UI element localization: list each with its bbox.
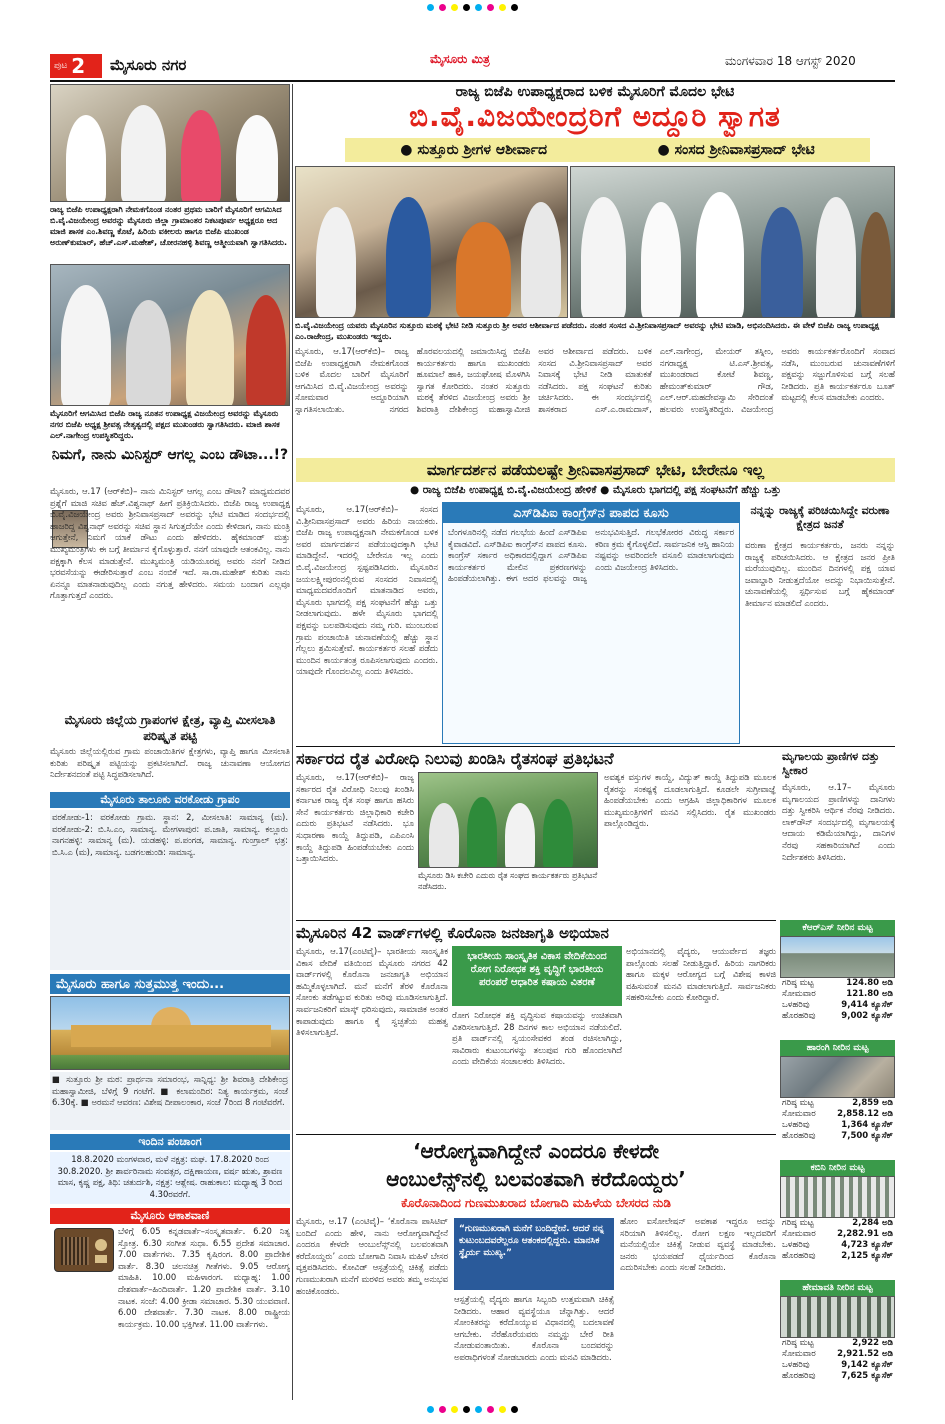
raitha-photo-caption: ಮೈಸೂರು ಡಿಸಿ ಕಚೇರಿ ಎದುರು ರೈತ ಸಂಘದ ಕಾರ್ಯಕರ್ತರು ಪ್ರತಿಭಟನೆ ನಡೆಸಿದರು. xyxy=(418,871,598,891)
dam-krs-r3-value: 9,002 ಕ್ಯೂಸೆಕ್ xyxy=(841,1011,893,1021)
ambulance-top-rule xyxy=(296,1134,776,1135)
raitha-body-2: ಅವಶ್ಯಕ ವಸ್ತುಗಳ ಕಾಯ್ದೆ, ವಿದ್ಯುತ್ ಕಾಯ್ದೆ ತಿದ್ದುಪಡಿ ಮೂಲಕ ರೈತರನ್ನು ಸಂಕಷ್ಟಕ್ಕೆ ದೂಡಲಾಗುತ್ತಿದೆ. ಕೂಡಲೇ ಸುಗ್ರೀವಾಜ್ಞೆ ಹಿಂಪಡೆಯಬೇಕು ಎಂದು ಆಗ್ರಹಿಸಿ ಜಿಲ್ಲಾಧಿಕಾರಿಗಳ ಮೂಲಕ ಮುಖ್ಯಮಂತ್ರಿಗಳಿಗೆ ಮನವಿ ಸಲ್ಲಿಸಿದರು. ರೈತ ಮುಖಂಡರು ಪಾಲ್ಗೊಂಡಿದ್ದರು. xyxy=(604,772,776,829)
dam-panel-kabini xyxy=(780,1160,895,1278)
lead-photo-mp-visit xyxy=(570,166,895,318)
dam-harangi-r2-value: 1,364 ಕ್ಯೂಸೆಕ್ xyxy=(841,1120,893,1130)
palace-photo xyxy=(50,996,290,1070)
dam-kabini-r0-value: 2,284 ಅಡಿ xyxy=(852,1218,893,1228)
top-register-marks xyxy=(0,4,945,12)
margadarshana-body: ಮೈಸೂರು, ಆ.17(ಆರ್‌ಕೆಬಿ)– ಸಂಸದ ವಿ.ಶ್ರೀನಿವಾಸಪ್ರಸಾದ್ ಅವರು ಹಿರಿಯ ನಾಯಕರು. ಬಿಜೆಪಿ ರಾಜ್ಯ ಉಪಾಧ್ಯಕ್ಷನಾಗಿ ನೇಮಕಗೊಂಡ ಬಳಿಕ ಅವರ ಮಾರ್ಗದರ್ಶನ ಪಡೆಯುವುದಕ್ಕಾಗಿ ಭೇಟಿ ಮಾಡಿದ್ದೇನೆ. ಇದರಲ್ಲಿ ಬೇರೇನೂ ಇಲ್ಲ ಎಂದು ಬಿ.ವೈ.ವಿಜಯೇಂದ್ರ ಸ್ಪಷ್ಟಪಡಿಸಿದರು. ಮೈಸೂರಿನ ಜಯಲಕ್ಷ್ಮೀಪುರಂನಲ್ಲಿರುವ ಸಂಸದರ ನಿವಾಸದಲ್ಲಿ ಮಾಧ್ಯಮದವರೊಂದಿಗೆ ಮಾತನಾಡಿದ ಅವರು, ಮೈಸೂರು ಭಾಗದಲ್ಲಿ ಪಕ್ಷ ಸಂಘಟನೆಗೆ ಹೆಚ್ಚು ಒತ್ತು ನೀಡಲಾಗುವುದು. ಹಳೇ ಮೈಸೂರು ಭಾಗದಲ್ಲಿ ಪಕ್ಷವನ್ನು ಬಲಪಡಿಸುವುದು ನಮ್ಮ ಗುರಿ. ಮುಂಬರುವ ಗ್ರಾಮ ಪಂಚಾಯಿತಿ ಚುನಾವಣೆಯಲ್ಲಿ ಹೆಚ್ಚು ಸ್ಥಾನ ಗೆಲ್ಲಲು ಶ್ರಮಿಸುತ್ತೇವೆ. ಕಾರ್ಯಕರ್ತರ ಸಲಹೆ ಪಡೆದು ಮುಂದಿನ ಕಾರ್ಯತಂತ್ರ ರೂಪಿಸಲಾಗುವುದು ಎಂದರು. ಯಾವುದೇ ಗೊಂದಲವಿಲ್ಲ ಎಂದು ತಿಳಿಸಿದರು. xyxy=(296,504,438,677)
ambulance-headline-1: ‘ಆರೋಗ್ಯವಾಗಿದ್ದೇನೆ ಎಂದರೂ ಕೇಳದೇ xyxy=(412,1139,660,1163)
lead-sub-1: ● ಸುತ್ತೂರು ಶ್ರೀಗಳ ಆಶೀರ್ವಾದ xyxy=(400,142,548,158)
dam-kabini-photo xyxy=(780,1176,895,1218)
sdpi-box-title: ಎಸ್‌ಡಿಪಿಐ ಕಾಂಗ್ರೆಸ್‌ನ ಪಾಪದ ಕೂಸು xyxy=(443,503,739,523)
raitha-protest-photo xyxy=(418,772,598,868)
radio-icon xyxy=(54,1228,114,1272)
dam-krs-title: ಕೆಆರ್‌ಎಸ್ ನೀರಿನ ಮಟ್ಟ xyxy=(780,920,895,936)
lead-body: ಮೈಸೂರು, ಆ.17(ಆರ್‌ಕೆಬಿ)– ರಾಜ್ಯ ಬಿಜೆಪಿ ಉಪಾಧ್ಯಕ್ಷರಾಗಿ ನೇಮಕಗೊಂಡ ಬಳಿಕ ಮೊದಲ ಬಾರಿಗೆ ಮೈಸೂರಿಗೆ ಆಗಮಿಸಿದ ಬಿ.ವೈ.ವಿಜಯೇಂದ್ರ ಅವರನ್ನು ಸೋಮವಾರ ಅದ್ದೂರಿಯಾಗಿ ಸ್ವಾಗತಿಸಲಾಯಿತು. ನಗರದ ಹೊರವಲಯದಲ್ಲಿ ಜಮಾಯಿಸಿದ್ದ ಬಿಜೆಪಿ ಕಾರ್ಯಕರ್ತರು ಹಾಗೂ ಮುಖಂಡರು ಹೂಮಾಲೆ ಹಾಕಿ, ಜಯಘೋಷ ಮೊಳಗಿಸಿ ಸ್ವಾಗತ ಕೋರಿದರು. ನಂತರ ಸುತ್ತೂರು ಮಠಕ್ಕೆ ತೆರಳಿದ ವಿಜಯೇಂದ್ರ ಅವರು ಶ್ರೀ ಶಿವರಾತ್ರಿ ದೇಶಿಕೇಂದ್ರ ಮಹಾಸ್ವಾಮೀಜಿ ಅವರ ಆಶೀರ್ವಾದ ಪಡೆದರು. ಬಳಿಕ ಸಂಸದ ವಿ.ಶ್ರೀನಿವಾಸಪ್ರಸಾದ್ ಅವರ ನಿವಾಸಕ್ಕೆ ಭೇಟಿ ನೀಡಿ ಮಾತುಕತೆ ನಡೆಸಿದರು. ಪಕ್ಷ ಸಂಘಟನೆ ಕುರಿತು ಚರ್ಚಿಸಿದರು. ಈ ಸಂದರ್ಭದಲ್ಲಿ ಶಾಸಕರಾದ ಎಸ್.ಎ.ರಾಮದಾಸ್, ಎಲ್.ನಾಗೇಂದ್ರ, ಮೇಯರ್ ತಸ್ನೀಂ, ನಗರಾಧ್ಯಕ್ಷ ಟಿ.ಎಸ್.ಶ್ರೀವತ್ಸ, ಮುಖಂಡರಾದ ಕೋಟೆ ಶಿವಣ್ಣ, ಹೇಮಂತ್‌ಕುಮಾರ್ ಗೌಡ, ಎಲ್.ಆರ್.ಮಹದೇವಸ್ವಾಮಿ ಸೇರಿದಂತೆ ಹಲವರು ಉಪಸ್ಥಿತರಿದ್ದರು. ವಿಜಯೇಂದ್ರ ಅವರು ಕಾರ್ಯಕರ್ತರೊಂದಿಗೆ ಸಂವಾದ ನಡೆಸಿ, ಮುಂಬರುವ ಚುನಾವಣೆಗಳಿಗೆ ಪಕ್ಷವನ್ನು ಸಜ್ಜುಗೊಳಿಸುವ ಬಗ್ಗೆ ಸಲಹೆ ನೀಡಿದರು. ಪ್ರತಿ ಕಾರ್ಯಕರ್ತರೂ ಬೂತ್ ಮಟ್ಟದಲ್ಲಿ ಕೆಲಸ ಮಾಡಬೇಕು ಎಂದರು. xyxy=(295,346,895,414)
dam-krs-r2-label: ಒಳಹರಿವು xyxy=(782,1000,810,1010)
dam-harangi-r1-value: 2,858.12 ಅಡಿ xyxy=(837,1109,893,1119)
corona-body-3: ಅಭಿಯಾನದಲ್ಲಿ ವೈದ್ಯರು, ಆಯುರ್ವೇದ ತಜ್ಞರು ಪಾಲ್ಗೊಂಡು ಸಲಹೆ ನೀಡುತ್ತಿದ್ದಾರೆ. ಹಿರಿಯ ನಾಗರಿಕರು ಹಾಗೂ ಮಕ್ಕಳ ಆರೋಗ್ಯದ ಬಗ್ಗೆ ವಿಶೇಷ ಕಾಳಜಿ ವಹಿಸುವಂತೆ ಮನವಿ ಮಾಡಲಾಗುತ್ತಿದೆ. ಸಾರ್ವಜನಿಕರು ಸಹಕರಿಸಬೇಕು ಎಂದು ಕೋರಿದ್ದಾರೆ. xyxy=(626,946,776,1003)
dam-kabini-r3-label: ಹೊರಹರಿವು xyxy=(782,1251,816,1261)
dam-kabini-r1-label: ಸೋಮವಾರ xyxy=(782,1229,816,1239)
corona-body-1: ಮೈಸೂರು, ಆ.17(ಎಂಟಿವೈ)– ಭಾರತೀಯ ಸಾಂಸ್ಕೃತಿಕ ವಿಕಾಸ ವೇದಿಕೆ ವತಿಯಿಂದ ಮೈಸೂರು ನಗರದ 42 ವಾರ್ಡ್‌ಗಳಲ್ಲಿ ಕೊರೊನಾ ಜನಜಾಗೃತಿ ಅಭಿಯಾನ ಹಮ್ಮಿಕೊಳ್ಳಲಾಗಿದೆ. ಮನೆ ಮನೆಗೆ ತೆರಳಿ ಕೊರೊನಾ ಸೋಂಕು ತಡೆಗಟ್ಟುವ ಕುರಿತು ಅರಿವು ಮೂಡಿಸಲಾಗುತ್ತಿದೆ. ಸಾರ್ವಜನಿಕರಿಗೆ ಮಾಸ್ಕ್ ಧರಿಸುವುದು, ಸಾಮಾಜಿಕ ಅಂತರ ಕಾಪಾಡುವುದು ಹಾಗೂ ಕೈ ಸ್ವಚ್ಛತೆಯ ಮಹತ್ವ ತಿಳಿಸಲಾಗುತ್ತಿದೆ. xyxy=(296,946,448,1038)
left-photo-1 xyxy=(50,84,290,202)
dam-harangi-title: ಹಾರಂಗಿ ನೀರಿನ ಮಟ್ಟ xyxy=(780,1040,895,1056)
lead-photo-caption: ಬಿ.ವೈ.ವಿಜಯೇಂದ್ರ ಯವರು ಮೈಸೂರಿನ ಸುತ್ತೂರು ಮಠಕ್ಕೆ ಭೇಟಿ ನೀಡಿ ಸುತ್ತೂರು ಶ್ರೀ ಅವರ ಆಶೀರ್ವಾದ ಪಡೆದರು. ನಂತರ ಸಂಸದ ವಿ.ಶ್ರೀನಿವಾಸಪ್ರಸಾದ್ ಅವರನ್ನು ಭೇಟಿ ಮಾಡಿ, ಅಭಿನಂದಿಸಿದರು. ಈ ವೇಳೆ ಬಿಜೆಪಿ ರಾಜ್ಯ ಉಪಾಧ್ಯಕ್ಷ ಎಂ.ರಾಜೇಂದ್ರ, ಮುಖಂಡರು ಇದ್ದರು. xyxy=(295,321,880,341)
left-photo-2-caption: ಮೈಸೂರಿಗೆ ಆಗಮಿಸಿದ ಬಿಜೆಪಿ ರಾಜ್ಯ ನೂತನ ಉಪಾಧ್ಯಕ್ಷ ವಿಜಯೇಂದ್ರ ಅವರನ್ನು ಮೈಸೂರು ನಗರ ಬಿಜೆಪಿ ಅಧ್ಯಕ್ಷ ಶ್ರೀವತ್ಸ ನೇತೃತ್ವದಲ್ಲಿ ಪಕ್ಷದ ಮುಖಂಡರು ಸ್ವಾಗತಿಸಿದರು. ಮಾಜಿ ಶಾಸಕ ಎಲ್.ನಾಗೇಂದ್ರ ಉಪಸ್ಥಿತರಿದ್ದರು. xyxy=(50,409,280,440)
dam-kabini-r2-value: 4,723 ಕ್ಯೂಸೆಕ್ xyxy=(841,1240,893,1250)
lead-photo-suttur xyxy=(295,166,568,318)
bottom-register-marks xyxy=(0,1406,945,1414)
dam-harangi-r3-value: 7,500 ಕ್ಯೂಸೆಕ್ xyxy=(841,1131,893,1141)
dam-hemavathi-r2-label: ಒಳಹರಿವು xyxy=(782,1360,810,1370)
dam-hemavathi-r0-label: ಗರಿಷ್ಠ ಮಟ್ಟ xyxy=(782,1338,814,1348)
grama-body: ಮೈಸೂರು ಜಿಲ್ಲೆಯಲ್ಲಿರುವ ಗ್ರಾಮ ಪಂಚಾಯಿತಿಗಳ ಕ್ಷೇತ್ರಗಳು, ವ್ಯಾಪ್ತಿ ಹಾಗೂ ಮೀಸಲಾತಿ ಕುರಿತು ಪರಿಷ್ಕೃತ ಪಟ್ಟಿಯನ್ನು ಪ್ರಕಟಿಸಲಾಗಿದೆ. ರಾಜ್ಯ ಚುನಾವಣಾ ಆಯೋಗದ ನಿರ್ದೇಶನದಂತೆ ಪಟ್ಟಿ ಸಿದ್ಧಪಡಿಸಲಾಗಿದೆ. xyxy=(50,746,290,780)
dam-hemavathi-photo xyxy=(780,1296,895,1338)
lead-sub-2: ● ಸಂಸದ ಶ್ರೀನಿವಾಸಪ್ರಸಾದ್ ಭೇಟಿ xyxy=(657,142,815,158)
ambulance-headline-2: ಆಂಬುಲೆನ್ಸ್‌ನಲ್ಲಿ ಬಲವಂತವಾಗಿ ಕರೆದೊಯ್ದರು’ xyxy=(386,1167,686,1191)
page-no: 2 xyxy=(71,54,86,78)
lead-headline: ಬಿ.ವೈ.ವಿಜಯೇಂದ್ರರಿಗೆ ಅದ್ದೂರಿ ಸ್ವಾಗತ xyxy=(409,100,781,133)
dam-hemavathi-r3-value: 7,625 ಕ್ಯೂಸೆಕ್ xyxy=(841,1371,893,1381)
page-number-tab xyxy=(50,54,102,78)
dam-harangi-r2-label: ಒಳಹರಿವು xyxy=(782,1120,810,1130)
dam-krs-r1-label: ಸೋಮವಾರ xyxy=(782,989,816,999)
panchanga-body: 18.8.2020 ಮಂಗಳವಾರ, ಮಳೆ ನಕ್ಷತ್ರ: ಮಘ. 17.8.2020 ರಿಂದ 30.8.2020. ಶ್ರೀ ಶಾರ್ವರಿನಾಮ ಸಂವತ್ಸರ, ದಕ್ಷಿಣಾಯಣ, ವರ್ಷ ಋತು, ಶ್ರಾವಣ ಮಾಸ, ಕೃಷ್ಣ ಪಕ್ಷ, ತಿಥಿ: ಚತುರ್ದಶಿ, ನಕ್ಷತ್ರ: ಆಶ್ಲೇಷ. ರಾಹುಕಾಲ: ಮಧ್ಯಾಹ್ನ 3 ರಿಂದ 4.30ರವರೆಗೆ. xyxy=(50,1152,290,1204)
raitha-body-1: ಮೈಸೂರು, ಆ.17(ಆರ್‌ಕೆಬಿ)– ರಾಜ್ಯ ಸರ್ಕಾರದ ರೈತ ವಿರೋಧಿ ನಿಲುವು ಖಂಡಿಸಿ ಕರ್ನಾಟಕ ರಾಜ್ಯ ರೈತ ಸಂಘ ಹಾಗೂ ಹಸಿರು ಸೇನೆ ಕಾರ್ಯಕರ್ತರು ಜಿಲ್ಲಾಧಿಕಾರಿ ಕಚೇರಿ ಎದುರು ಪ್ರತಿಭಟನೆ ನಡೆಸಿದರು. ಭೂ ಸುಧಾರಣಾ ಕಾಯ್ದೆ ತಿದ್ದುಪಡಿ, ಎಪಿಎಂಸಿ ಕಾಯ್ದೆ ತಿದ್ದುಪಡಿ ಹಿಂಪಡೆಯಬೇಕು ಎಂದು ಒತ್ತಾಯಿಸಿದರು. xyxy=(296,772,414,864)
ambulance-body-2: ಆಸ್ಪತ್ರೆಯಲ್ಲಿ ವೈದ್ಯರು ಹಾಗೂ ಸಿಬ್ಬಂದಿ ಉತ್ತಮವಾಗಿ ಚಿಕಿತ್ಸೆ ನೀಡಿದರು. ಆಹಾರ ವ್ಯವಸ್ಥೆಯೂ ಚೆನ್ನಾಗಿತ್ತು. ಆದರೆ ಸೋಂಕಿತರನ್ನು ಕರೆದೊಯ್ಯುವ ವಿಧಾನದಲ್ಲಿ ಬದಲಾವಣೆ ಆಗಬೇಕು. ನೆರೆಹೊರೆಯವರು ನಮ್ಮನ್ನು ಬೇರೆ ರೀತಿ ನೋಡುವಂತಾಯಿತು. ಕೊರೊನಾ ಬಂದವರನ್ನು ಅಪರಾಧಿಗಳಂತೆ ನೋಡಬಾರದು ಎಂದು ಮನವಿ ಮಾಡಿದರು. xyxy=(454,1294,614,1362)
corona-body-2: ರೋಗ ನಿರೋಧಕ ಶಕ್ತಿ ವೃದ್ಧಿಸುವ ಕಷಾಯವನ್ನು ಉಚಿತವಾಗಿ ವಿತರಿಸಲಾಗುತ್ತಿದೆ. 28 ದಿನಗಳ ಕಾಲ ಅಭಿಯಾನ ನಡೆಯಲಿದೆ. ಪ್ರತಿ ವಾರ್ಡ್‌ನಲ್ಲಿ ಸ್ವಯಂಸೇವಕರ ತಂಡ ರಚಿಸಲಾಗಿದ್ದು, ಸಾವಿರಾರು ಕುಟುಂಬಗಳನ್ನು ತಲುಪುವ ಗುರಿ ಹೊಂದಲಾಗಿದೆ ಎಂದು ವೇದಿಕೆಯ ಸಂಚಾಲಕರು ತಿಳಿಸಿದರು. xyxy=(452,1010,622,1067)
ambulance-body-3: ಹೋಂ ಐಸೋಲೇಷನ್ ಅವಕಾಶ ಇದ್ದರೂ ಅದನ್ನು ಸರಿಯಾಗಿ ತಿಳಿಸಲಿಲ್ಲ. ರೋಗ ಲಕ್ಷಣ ಇಲ್ಲದವರಿಗೆ ಮನೆಯಲ್ಲಿಯೇ ಚಿಕಿತ್ಸೆ ನೀಡುವ ವ್ಯವಸ್ಥೆ ಮಾಡಬೇಕು. ಜನರು ಭಯಪಡದೆ ಧೈರ್ಯದಿಂದ ಕೊರೊನಾ ಎದುರಿಸಬೇಕು ಎಂದು ಸಲಹೆ ನೀಡಿದರು. xyxy=(620,1216,776,1273)
dam-hemavathi-r2-value: 9,142 ಕ್ಯೂಸೆಕ್ xyxy=(841,1360,893,1370)
dam-hemavathi-r3-label: ಹೊರಹರಿವು xyxy=(782,1371,816,1381)
grama-headline: ಮೈಸೂರು ಜಿಲ್ಲೆಯ ಗ್ರಾಪಂಗಳ ಕ್ಷೇತ್ರ, ವ್ಯಾಪ್ತಿ ಮೀಸಲಾತಿ ಪರಿಷ್ಕೃತ ಪಟ್ಟಿ xyxy=(64,713,276,743)
lead-sub-band xyxy=(345,138,870,162)
dam-krs-r0-value: 124.80 ಅಡಿ xyxy=(846,978,893,988)
radio-body: ಬೆಳಿಗ್ಗೆ 6.05 ಕನ್ನಡವಾರ್ತೆ–ಸಂಸ್ಕೃತವಾರ್ತೆ. 6.20 ನಿತ್ಯ ಸ್ತೋತ್ರ. 6.30 ಸಂಗೀತ ಸುಧಾ. 6.55 ಪ್ರದೇಶ ಸಮಾಚಾರ. 7.00 ವಾರ್ತೆಗಳು. 7.35 ಕೃಷಿರಂಗ. 8.00 ಪ್ರಾದೇಶಿಕ ವಾರ್ತೆ. 8.30 ಚಲನಚಿತ್ರ ಗೀತೆಗಳು. 9.05 ಆರೋಗ್ಯ ಮಾಹಿತಿ. 10.00 ಮಹಿಳಾರಂಗ. ಮಧ್ಯಾಹ್ನ: 1.00 ದೇಶವಾರ್ತೆ–ಹಿಂದಿವಾರ್ತೆ. 1.20 ಪ್ರಾದೇಶಿಕ ವಾರ್ತೆ. 3.10 ನಾಟಕ. ಸಂಜೆ: 4.00 ಕ್ರೀಡಾ ಸಮಾಚಾರ. 5.30 ಯುವವಾಣಿ. 6.00 ದೇಶವಾರ್ತೆ. 7.30 ನಾಟಕ. 8.00 ರಾಷ್ಟ್ರೀಯ ಕಾರ್ಯಕ್ರಮ. 10.00 ಭಕ್ತಿಗೀತೆ. 11.00 ವಾರ್ತೆಗಳು. xyxy=(118,1226,290,1329)
dam-krs-photo xyxy=(780,936,895,978)
dam-kabini-r0-label: ಗರಿಷ್ಠ ಮಟ್ಟ xyxy=(782,1218,814,1228)
ambulance-quote: “ಗುಣಮುಖರಾಗಿ ಮನೆಗೆ ಬಂದಿದ್ದೇನೆ. ಆದರೆ ನನ್ನ ಕುಟುಂಬದವರೆಲ್ಲರೂ ಆತಂಕದಲ್ಲಿದ್ದರು. ಮಾನಸಿಕ ಸ್ಥೈರ್ಯ ಮುಖ್ಯ.” xyxy=(454,1218,614,1290)
dam-krs-r2-value: 9,414 ಕ್ಯೂಸೆಕ್ xyxy=(841,1000,893,1010)
dam-krs-r3-label: ಹೊರಹರಿವು xyxy=(782,1011,816,1021)
dam-harangi-r0-label: ಗರಿಷ್ಠ ಮಟ್ಟ xyxy=(782,1098,814,1108)
dam-harangi-photo xyxy=(780,1056,895,1098)
paper-name: ಮೈಸೂರು ಮಿತ್ರ xyxy=(430,52,490,66)
left-photo-2 xyxy=(50,264,290,406)
left-photo-1-caption: ರಾಜ್ಯ ಬಿಜೆಪಿ ಉಪಾಧ್ಯಕ್ಷರಾಗಿ ನೇಮಕಗೊಂಡ ನಂತರ ಪ್ರಥಮ ಬಾರಿಗೆ ಮೈಸೂರಿಗೆ ಆಗಮಿಸಿದ ಬಿ.ವೈ.ವಿಜಯೇಂದ್ರ ಅವರನ್ನು ಮೈಸೂರು ಜಿಲ್ಲಾ ಗ್ರಾಮಾಂತರ ನಿಕಟಪೂರ್ವ ಅಧ್ಯಕ್ಷರೂ ಆದ ಮಾಜಿ ಶಾಸಕ ಎಂ.ಶಿವಣ್ಣ ಕೊಟೆ, ಹಿರಿಯ ವಕೀಲರು ಹಾಗೂ ಬಿಜೆಪಿ ಮುಖಂಡ ಅರುಣ್‌ಕುಮಾರ್, ಹೆಚ್.ಎಸ್.ಮಹೇಶ್, ಚೋರನಹಳ್ಳಿ ಶಿವಣ್ಣ ಆತ್ಮೀಯವಾಗಿ ಸ್ವಾಗತಿಸಿದರು. xyxy=(50,205,287,247)
sdpi-box-body: ಬೆಂಗಳೂರಿನಲ್ಲಿ ನಡೆದ ಗಲಭೆಯ ಹಿಂದೆ ಎಸ್‌ಡಿಪಿಐ ಕೈವಾಡವಿದೆ. ಎಸ್‌ಡಿಪಿಐ ಕಾಂಗ್ರೆಸ್‌ನ ಪಾಪದ ಕೂಸು. ಕಾಂಗ್ರೆಸ್ ಸರ್ಕಾರ ಅಧಿಕಾರದಲ್ಲಿದ್ದಾಗ ಎಸ್‌ಡಿಪಿಐ ಕಾರ್ಯಕರ್ತರ ಮೇಲಿನ ಪ್ರಕರಣಗಳನ್ನು ಹಿಂಪಡೆಯಲಾಗಿತ್ತು. ಈಗ ಅದರ ಫಲವನ್ನು ರಾಜ್ಯ ಅನುಭವಿಸುತ್ತಿದೆ. ಗಲಭೆಕೋರರ ವಿರುದ್ಧ ಸರ್ಕಾರ ಕಠಿಣ ಕ್ರಮ ಕೈಗೊಳ್ಳಲಿದೆ. ಸಾರ್ವಜನಿಕ ಆಸ್ತಿ ಹಾನಿಯ ನಷ್ಟವನ್ನು ಅವರಿಂದಲೇ ವಸೂಲಿ ಮಾಡಲಾಗುವುದು ಎಂದು ವಿಜಯೇಂದ್ರ ತಿಳಿಸಿದರು. xyxy=(448,527,734,584)
zoo-side-title: ಮೃಗಾಲಯ ಪ್ರಾಣಿಗಳ ದತ್ತು ಸ್ವೀಕಾರ xyxy=(782,750,880,777)
dam-harangi-r3-label: ಹೊರಹರಿವು xyxy=(782,1131,816,1141)
dam-panel-krs xyxy=(780,920,895,1038)
margadarshana-sub: ● ರಾಜ್ಯ ಬಿಜೆಪಿ ಉಪಾಧ್ಯಕ್ಷ ಬಿ.ವೈ.ವಿಜಯೇಂದ್ರ ಹೇಳಿಕೆ ● ಮೈಸೂರು ಭಾಗದಲ್ಲಿ ಪಕ್ಷ ಸಂಘಟನೆಗೆ ಹೆಚ್ಚು ಒತ್ತು xyxy=(409,484,782,496)
dam-hemavathi-r0-value: 2,922 ಅಡಿ xyxy=(852,1338,893,1348)
today-body: ■ ಸುತ್ತೂರು ಶ್ರೀ ಮಠ: ಪ್ರಾರ್ಥನಾ ಸಮಾರಂಭ, ಸಾನ್ನಿಧ್ಯ: ಶ್ರೀ ಶಿವರಾತ್ರಿ ದೇಶಿಕೇಂದ್ರ ಮಹಾಸ್ವಾಮೀಜಿ, ಬೆಳಿಗ್ಗೆ 9 ಗಂಟೆಗೆ. ■ ಕಲಾಮಂದಿರ: ನಿತ್ಯ ಕಾರ್ಯಕ್ರಮ, ಸಂಜೆ 6.30ಕ್ಕೆ. ■ ಅರಮನೆ ಆವರಣ: ವಿಶೇಷ ದೀಪಾಲಂಕಾರ, ಸಂಜೆ 7ರಿಂದ 8 ಗಂಟೆವರೆಗೆ. xyxy=(50,1072,290,1130)
dam-panel-harangi xyxy=(780,1040,895,1158)
dam-harangi-r0-value: 2,859 ಅಡಿ xyxy=(852,1098,893,1108)
dam-kabini-title: ಕಬಿನಿ ನೀರಿನ ಮಟ್ಟ xyxy=(780,1160,895,1176)
dam-harangi-r1-label: ಸೋಮವಾರ xyxy=(782,1109,816,1119)
margadarshana-headline: ಮಾರ್ಗದರ್ಶನ ಪಡೆಯಲಷ್ಟೇ ಶ್ರೀನಿವಾಸಪ್ರಸಾದ್ ಭೇಟಿ, ಬೇರೇನೂ ಇಲ್ಲ xyxy=(296,458,895,482)
taluk-title-bar: ಮೈಸೂರು ತಾಲೂಕು ವರಕೋಡು ಗ್ರಾಪಂ xyxy=(50,792,290,808)
raitha-top-rule xyxy=(296,746,895,747)
dam-kabini-r2-label: ಒಳಹರಿವು xyxy=(782,1240,810,1250)
dam-hemavathi-title: ಹೇಮಾವತಿ ನೀರಿನ ಮಟ್ಟ xyxy=(780,1280,895,1296)
section-title: ಮೈಸೂರು ನಗರ xyxy=(110,56,187,74)
dam-panel-hemavathi xyxy=(780,1280,895,1398)
dam-krs-r0-label: ಗರಿಷ್ಠ ಮಟ್ಟ xyxy=(782,978,814,988)
minister-body: ಮೈಸೂರು, ಆ.17 (ಆರ್‌ಕೆಬಿ)– ನಾನು ಮಿನಿಸ್ಟರ್ ಆಗಲ್ಲ ಎಂಬ ಡೌಟಾ? ಮಾಧ್ಯಮದವರ ಪ್ರಶ್ನೆಗೆ ಮಾಜಿ ಸಚಿವ ಹೆಚ್.ವಿಶ್ವನಾಥ್ ಹೀಗೆ ಪ್ರತಿಕ್ರಿಯಿಸಿದರು. ಬಿಜೆಪಿ ರಾಜ್ಯ ಉಪಾಧ್ಯಕ್ಷ ಬಿ.ವೈ.ವಿಜಯೇಂದ್ರ ಅವರು ಶ್ರೀನಿವಾಸಪ್ರಸಾದ್ ಅವರನ್ನು ಭೇಟಿ ಮಾಡಿದ ಸಂದರ್ಭದಲ್ಲಿ ಹಾಜರಿದ್ದ ವಿಶ್ವನಾಥ್ ಅವರನ್ನು ಸಚಿವ ಸ್ಥಾನ ಸಿಗುತ್ತದೆಯೇ ಎಂದು ಕೇಳಿದಾಗ, ನಾನು ಮಂತ್ರಿ ಆಗುತ್ತೇನೆ, ನಿಮಗೆ ಯಾಕೆ ಡೌಟು ಎಂದು ಹೇಳಿದರು. ಹೈಕಮಾಂಡ್ ಮತ್ತು ಮುಖ್ಯಮಂತ್ರಿಗಳು ಈ ಬಗ್ಗೆ ತೀರ್ಮಾನ ಕೈಗೊಳ್ಳುತ್ತಾರೆ. ನನಗೆ ಯಾವುದೇ ಆತಂಕವಿಲ್ಲ. ನಾನು ಪಕ್ಷಕ್ಕಾಗಿ ಕೆಲಸ ಮಾಡುತ್ತೇನೆ. ಮುಖ್ಯಮಂತ್ರಿ ಯಡಿಯೂರಪ್ಪ ಅವರು ನನಗೆ ನೀಡಿದ ಭರವಸೆಯನ್ನು ಈಡೇರಿಸುತ್ತಾರೆ ಎಂಬ ನಂಬಿಕೆ ಇದೆ. ಸಾ.ರಾ.ಮಹೇಶ್ ಕುರಿತು ನಾನು ಏನನ್ನೂ ಮಾತನಾಡುವುದಿಲ್ಲ ಎಂದು ನಗುತ್ತ ಹೇಳಿದರು. ಸಮಯ ಬಂದಾಗ ಎಲ್ಲವೂ ಗೊತ್ತಾಗುತ್ತದೆ ಎಂದರು. xyxy=(50,486,290,601)
masthead-rule xyxy=(50,80,895,82)
minister-headline: ನಿಮಗೆ, ನಾನು ಮಿನಿಸ್ಟರ್ ಆಗಲ್ಲ ಎಂಬ ಡೌಟಾ...!? xyxy=(51,447,289,463)
dam-kabini-r3-value: 2,125 ಕ್ಯೂಸೆಕ್ xyxy=(841,1251,893,1261)
page-label: ಪುಟ xyxy=(54,61,68,71)
left-column-rule xyxy=(292,84,293,1400)
corona-kashaya-box: ಭಾರತೀಯ ಸಾಂಸ್ಕೃತಿಕ ವಿಕಾಸ ವೇದಿಕೆಯಿಂದ ರೋಗ ನಿರೋಧಕ ಶಕ್ತಿ ವೃದ್ಧಿಗೆ ಭಾರತೀಯ ಪರಂಪರೆ ಆಧಾರಿತ ಕಷಾಯ ವಿತರಣೆ xyxy=(452,946,622,1006)
today-title-bar: ಮೈಸೂರು ಹಾಗೂ ಸುತ್ತಮುತ್ತ ಇಂದು... xyxy=(50,974,290,994)
zoo-side-body: ಮೈಸೂರು, ಆ.17– ಮೈಸೂರು ಮೃಗಾಲಯದ ಪ್ರಾಣಿಗಳನ್ನು ದಾನಿಗಳು ದತ್ತು ಸ್ವೀಕರಿಸಿ ಆರ್ಥಿಕ ನೆರವು ನೀಡಿದರು. ಲಾಕ್‌ಡೌನ್ ಸಂದರ್ಭದಲ್ಲಿ ಮೃಗಾಲಯಕ್ಕೆ ಆದಾಯ ಕಡಿಮೆಯಾಗಿದ್ದು, ದಾನಿಗಳ ನೆರವು ಸಹಕಾರಿಯಾಗಿದೆ ಎಂದು ನಿರ್ದೇಶಕರು ತಿಳಿಸಿದರು. xyxy=(782,782,895,862)
ambulance-sub: ಕೊರೊನಾದಿಂದ ಗುಣಮುಖರಾದ ಬೋಗಾದಿ ಮಹಿಳೆಯ ಬೇಸರದ ನುಡಿ xyxy=(401,1196,671,1210)
panchanga-title-bar: ಇಂದಿನ ಪಂಚಾಂಗ xyxy=(50,1134,290,1150)
issue-date: ಮಂಗಳವಾರ 18 ಆಗಸ್ಟ್ 2020 xyxy=(725,54,856,68)
varuna-side-body: ವರುಣಾ ಕ್ಷೇತ್ರದ ಕಾರ್ಯಕರ್ತರು, ಜನರು ನನ್ನನ್ನು ರಾಜ್ಯಕ್ಕೆ ಪರಿಚಯಿಸಿದರು. ಆ ಕ್ಷೇತ್ರದ ಜನರ ಪ್ರೀತಿ ಮರೆಯುವುದಿಲ್ಲ. ಮುಂದಿನ ದಿನಗಳಲ್ಲಿ ಪಕ್ಷ ಯಾವ ಜವಾಬ್ದಾರಿ ನೀಡುತ್ತದೆಯೋ ಅದನ್ನು ನಿಭಾಯಿಸುತ್ತೇನೆ. ಚುನಾವಣೆಯಲ್ಲಿ ಸ್ಪರ್ಧಿಸುವ ಬಗ್ಗೆ ಹೈಕಮಾಂಡ್ ತೀರ್ಮಾನ ಮಾಡಲಿದೆ ಎಂದರು. xyxy=(745,540,895,608)
taluk-body: ವರಕೋಡು-1: ವರಕೋಡು ಗ್ರಾಮ. ಸ್ಥಾನ: 2, ಮೀಸಲಾತಿ: ಸಾಮಾನ್ಯ (ಮ). ವರಕೋಡು-2: ಬಿ.ಸಿ.ಎಂ, ಸಾಮಾನ್ಯ. ಮೇಗಳಾಪುರ: ಪ.ಜಾತಿ, ಸಾಮಾನ್ಯ. ಕಲ್ಲೂರು ನಾಗನಹಳ್ಳಿ: ಸಾಮಾನ್ಯ (ಮ). ಯಡಹಳ್ಳಿ: ಪ.ಪಂಗಡ, ಸಾಮಾನ್ಯ. ಗುಂಗ್ರಾಲ್ ಛತ್ರ: ಬಿ.ಸಿ.ಎ (ಮ), ಸಾಮಾನ್ಯ. ಬಡಗಲಹುಂಡಿ: ಸಾಮಾನ್ಯ. xyxy=(50,810,290,970)
corona-top-rule xyxy=(296,920,776,921)
radio-title-bar: ಮೈಸೂರು ಆಕಾಶವಾಣಿ xyxy=(50,1208,290,1224)
sdpi-box xyxy=(442,502,740,744)
dam-kabini-r1-value: 2,282.91 ಅಡಿ xyxy=(837,1229,893,1239)
corona-headline: ಮೈಸೂರಿನ 42 ವಾರ್ಡ್‌ಗಳಲ್ಲಿ ಕೊರೊನಾ ಜನಜಾಗೃತಿ ಅಭಿಯಾನ xyxy=(296,924,609,942)
varuna-side-title: ನನ್ನನ್ನು ರಾಜ್ಯಕ್ಕೆ ಪರಿಚಯಿಸಿದ್ದೇ ವರುಣಾ ಕ್ಷೇತ್ರದ ಜನತೆ xyxy=(750,504,890,531)
dam-hemavathi-r1-value: 2,921.52 ಅಡಿ xyxy=(837,1349,893,1359)
lead-kicker: ರಾಜ್ಯ ಬಿಜೆಪಿ ಉಪಾಧ್ಯಕ್ಷರಾದ ಬಳಿಕ ಮೈಸೂರಿಗೆ ಮೊದಲ ಭೇಟಿ xyxy=(455,84,735,100)
dam-hemavathi-r1-label: ಸೋಮವಾರ xyxy=(782,1349,816,1359)
ambulance-body-1: ಮೈಸೂರು, ಆ.17 (ಎಂಟಿವೈ)– ‘ಕೊರೊನಾ ಪಾಸಿಟಿವ್ ಬಂದಿದೆ ಎಂದು ಹೇಳಿ, ನಾನು ಆರೋಗ್ಯವಾಗಿದ್ದೇನೆ ಎಂದರೂ ಕೇಳದೇ ಆಂಬುಲೆನ್ಸ್‌ನಲ್ಲಿ ಬಲವಂತವಾಗಿ ಕರೆದೊಯ್ದರು’ ಎಂದು ಬೋಗಾದಿ ನಿವಾಸಿ ಮಹಿಳೆ ಬೇಸರ ವ್ಯಕ್ತಪಡಿಸಿದರು. ಕೋವಿಡ್ ಆಸ್ಪತ್ರೆಯಲ್ಲಿ ಚಿಕಿತ್ಸೆ ಪಡೆದು ಗುಣಮುಖರಾಗಿ ಮನೆಗೆ ಮರಳಿದ ಅವರು ತಮ್ಮ ಅನುಭವ ಹಂಚಿಕೊಂಡರು. xyxy=(296,1216,448,1296)
raitha-headline: ಸರ್ಕಾರದ ರೈತ ವಿರೋಧಿ ನಿಲುವು ಖಂಡಿಸಿ ರೈತಸಂಘ ಪ್ರತಿಭಟನೆ xyxy=(296,749,614,768)
dam-krs-r1-value: 121.80 ಅಡಿ xyxy=(846,989,893,999)
